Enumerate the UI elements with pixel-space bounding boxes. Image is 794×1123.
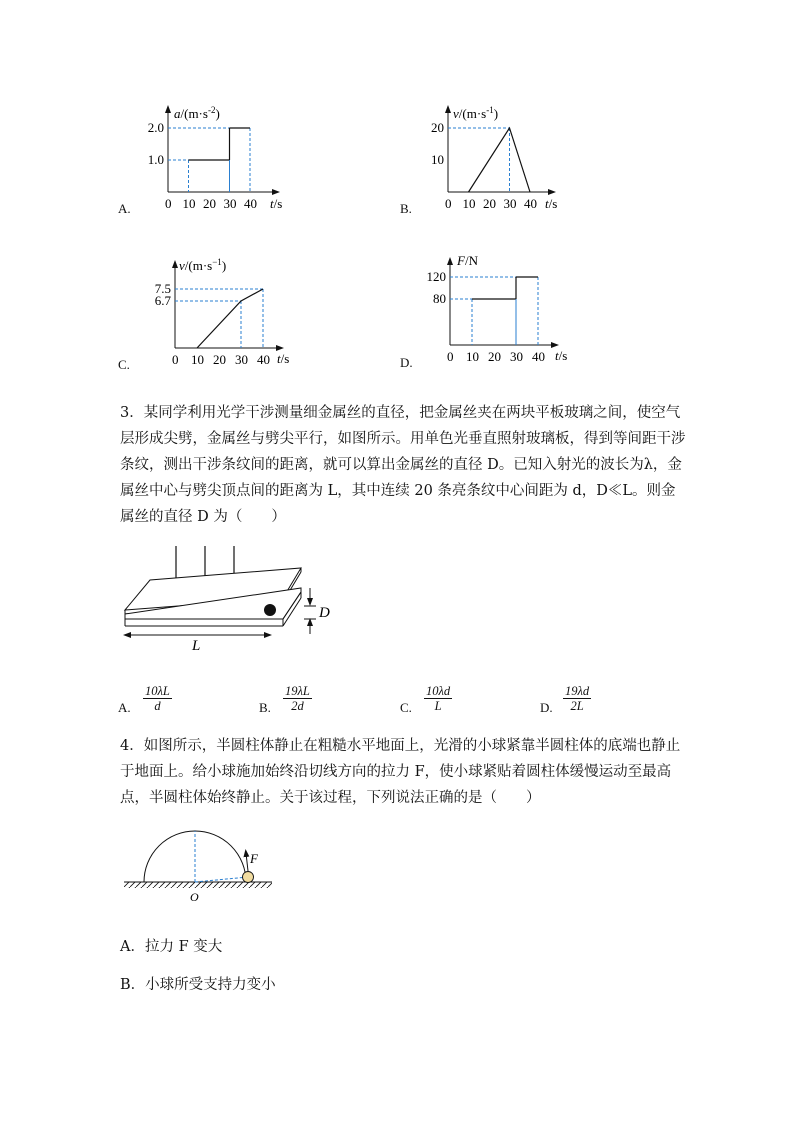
wedge-figure (118, 540, 348, 660)
y-tick-label: 2.0 (147, 120, 164, 135)
x-tick-label: 20 (213, 352, 226, 367)
x-tick-label: 40 (244, 196, 257, 211)
x-tick-label: 10 (191, 352, 204, 367)
option-a-label: A. (118, 201, 131, 216)
x-tick-label: 0 (172, 352, 179, 367)
option-c-label: C. (118, 357, 130, 372)
question-4-text: 4．如图所示，半圆柱体静止在粗糙水平地面上，光滑的小球紧靠半圆柱体的底端也静止于地面上。给小球施加始终沿切线方向的拉力 F，使小球紧贴着圆柱体缓慢运动至最高点，半圆柱体始终静止。关于该过程，下列说法正确的是（ ） (120, 738, 681, 806)
x-tick-label: 20 (488, 349, 501, 364)
y-axis-label: F/N (457, 253, 478, 268)
graph-option-d (425, 247, 595, 372)
numerator: 10λL (145, 684, 170, 698)
x-tick-label: 10 (466, 349, 479, 364)
numerator: 19λL (285, 684, 310, 698)
denominator: 2L (570, 699, 584, 713)
q3-option-c-fraction (424, 684, 452, 713)
label-l: L (192, 638, 201, 654)
q3-option-a-label: A. (118, 700, 131, 715)
x-tick-label: 10 (462, 196, 476, 211)
y-tick-label: 10 (431, 152, 444, 167)
y-axis-label: $v/(m\cdot s^{-1})$ (453, 105, 499, 121)
graph-option-c (145, 250, 315, 375)
q4-option-b: B．小球所受支持力变小 (120, 977, 276, 993)
option-b-label: B. (400, 201, 412, 216)
x-tick-label: 20 (483, 196, 496, 211)
y-tick-label: 80 (433, 291, 446, 306)
option-d-label: D. (400, 355, 413, 370)
x-tick-label: 10 (182, 196, 196, 211)
force-arrow (246, 853, 248, 871)
q3-option-a-fraction (143, 684, 172, 713)
graph-option-a (147, 95, 320, 220)
x-tick-label: 30 (235, 352, 248, 367)
q3-option-d-fraction (563, 684, 591, 713)
x-tick-label: 20 (203, 196, 216, 211)
label-d: D (319, 605, 330, 621)
x-tick-label: 0 (165, 196, 172, 211)
q4-option-a: A．拉力 F 变大 (120, 939, 223, 955)
q3-option-d-label: D. (540, 700, 553, 715)
ground-hatching (124, 882, 272, 888)
numerator: 19λd (565, 684, 590, 698)
small-ball (243, 872, 254, 883)
graph-option-b (425, 95, 595, 220)
x-tick-label: 40 (524, 196, 537, 211)
x-tick-label: 30 (510, 349, 523, 364)
question-3-text: 3．某同学利用光学干涉测量细金属丝的直径，把金属丝夹在两块平板玻璃之间，使空气层形成尖劈，金属丝与劈尖平行，如图所示。用单色光垂直照射玻璃板，得到等间距干涉条纹，测出干涉条纹间的距离，就可以算出金属丝的直径 D。已知入射光的波长为λ，金属丝中心与劈尖顶点间的距离为 L，其中连续 20 条亮条纹中心间距为 d，D≪L。则金属丝的直径 D 为（ ） (120, 405, 686, 525)
q3-option-b-fraction (283, 684, 312, 713)
x-axis-label: t/s (270, 196, 283, 211)
data-line (469, 128, 531, 192)
y-tick-label: 20 (431, 120, 444, 135)
numerator: 10λd (426, 684, 451, 698)
y-axis-label: $a/(m\cdot s^{-2})$ (174, 105, 220, 121)
x-tick-label: 30 (223, 196, 237, 211)
q3-option-c-label: C. (400, 700, 412, 715)
x-tick-label: 30 (503, 196, 517, 211)
denominator: L (434, 699, 442, 713)
y-tick-label: 1.0 (147, 152, 164, 167)
label-f: F (250, 851, 258, 866)
y-tick-label: 6.7 (154, 293, 171, 308)
label-o: O (190, 890, 199, 904)
x-tick-label: 40 (257, 352, 270, 367)
denominator: 2d (291, 699, 304, 713)
x-axis-label: t/s (555, 348, 568, 363)
denominator: d (154, 699, 161, 713)
y-tick-label: 7.5 (154, 281, 171, 296)
q3-option-b-label: B. (259, 700, 271, 715)
data-line (197, 289, 263, 348)
x-axis-label: t/s (545, 196, 558, 211)
ball-radius (195, 877, 248, 882)
x-axis-label: t/s (277, 351, 290, 366)
y-tick-label: 120 (426, 269, 446, 284)
x-tick-label: 40 (532, 349, 545, 364)
half-cylinder-figure (118, 815, 278, 905)
metal-wire (264, 604, 276, 616)
y-axis-label: $v/(m\cdot s^{-1})$ (179, 257, 227, 273)
x-tick-label: 0 (447, 349, 454, 364)
x-tick-label: 0 (445, 196, 452, 211)
